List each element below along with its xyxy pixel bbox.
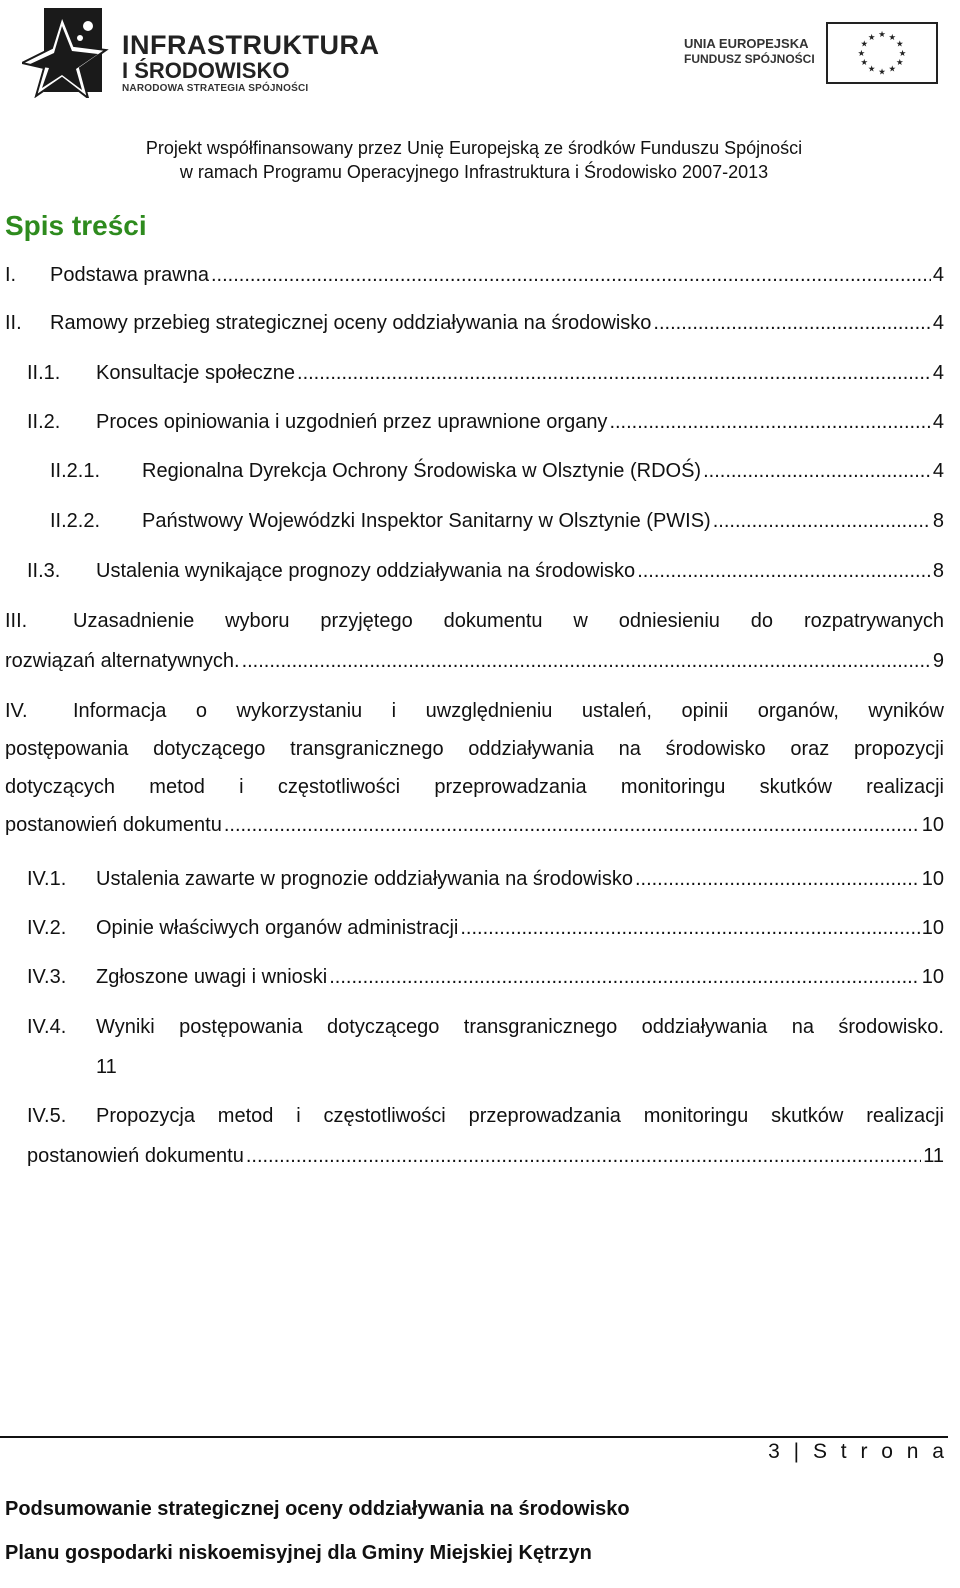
footer-line-2: Planu gospodarki niskoemisyjnej dla Gminy Miejskiej Kętrzyn <box>5 1542 592 1564</box>
toc-entry-page: 10 <box>921 917 944 939</box>
toc-entry-text-line-2: postanowień dokumentu <box>27 1145 244 1167</box>
toc-leader-dots <box>635 864 920 894</box>
toc-entry-number: IV.3. <box>27 966 67 988</box>
toc-entry-text-line-1: Uzasadnienie wyboru przyjętego dokumentu w odniesieniu do rozpatrywanych <box>73 610 944 632</box>
toc-entry-page: 11 <box>96 1056 117 1078</box>
toc-entry[interactable] <box>0 506 944 536</box>
svg-text:★: ★ <box>867 31 876 42</box>
toc-entry[interactable] <box>0 913 944 943</box>
toc-title: Spis treści <box>5 210 147 241</box>
toc-leader-dots <box>329 962 920 992</box>
logo-line-1: INFRASTRUKTURA <box>122 30 380 60</box>
toc-entry-page: 10 <box>921 814 944 836</box>
toc-entry[interactable] <box>0 606 944 676</box>
svg-text:★: ★ <box>878 66 886 77</box>
toc-entry-page: 4 <box>932 362 944 384</box>
toc-entry-text-line-3: dotyczących metod i częstotliwości przeprowadzania monitoringu skutków realizacji <box>5 776 944 798</box>
toc-leader-dots <box>224 810 920 840</box>
toc-entry-number: IV.4. <box>27 1016 67 1038</box>
toc-entry-text-line-1: Informacja o wykorzystaniu i uwzględnieniu ustaleń, opinii organów, wyników <box>73 700 944 722</box>
toc-entry[interactable] <box>0 308 944 338</box>
toc-leader-dots <box>242 646 931 676</box>
toc-leader-dots <box>653 308 930 338</box>
svg-text:★: ★ <box>857 47 866 58</box>
toc-entry-text-line-2: postępowania dotyczącego transgranicznego oddziaływania na środowisko oraz propozycji <box>5 738 944 760</box>
toc-entry-number: I. <box>5 264 17 286</box>
eu-logo <box>684 22 938 84</box>
toc-entry-text: Konsultacje społeczne <box>96 362 296 384</box>
toc-entry[interactable] <box>0 864 944 894</box>
toc-entry[interactable] <box>0 1101 944 1171</box>
toc-entry-page: 8 <box>932 560 944 582</box>
footer-divider <box>0 1436 948 1438</box>
toc-entry[interactable] <box>0 407 944 437</box>
toc-entry[interactable] <box>0 696 944 846</box>
svg-text:★: ★ <box>896 57 904 68</box>
toc-entry[interactable] <box>0 556 944 586</box>
infrastruktura-logo <box>22 8 380 98</box>
toc-entry-page: 10 <box>921 966 944 988</box>
toc-leader-dots <box>211 260 931 290</box>
toc-entry-text: Opinie właściwych organów administracji <box>96 917 459 939</box>
toc-entry-page: 4 <box>932 411 944 433</box>
toc-entry-text-line-1: Wyniki postępowania dotyczącego transgranicznego oddziaływania na środowisko. <box>96 1016 944 1038</box>
toc-entry[interactable] <box>0 358 944 388</box>
toc-entry-text: Zgłoszone uwagi i wnioski <box>96 966 328 988</box>
logo-line-3: NARODOWA STRATEGIA SPÓJNOŚCI <box>122 83 309 94</box>
page-number: 3 | S t r o n a <box>768 1440 948 1463</box>
toc-entry-text-line-2: rozwiązań alternatywnych. <box>5 650 240 672</box>
toc-entry[interactable] <box>0 456 944 486</box>
toc-entry[interactable] <box>0 1012 944 1082</box>
toc-entry-page: 10 <box>921 868 944 890</box>
toc-entry-number: II.2.2. <box>50 510 101 532</box>
toc-leader-dots <box>713 506 931 536</box>
svg-text:★: ★ <box>867 63 876 74</box>
toc-entry-number: II.3. <box>27 560 61 582</box>
funding-line-2: w ramach Programu Operacyjnego Infrastruktura i Środowisko 2007-2013 <box>179 162 769 182</box>
eu-flag-icon <box>826 22 938 84</box>
svg-text:★: ★ <box>878 29 886 40</box>
eu-logo-line-1: UNIA EUROPEJSKA <box>684 36 809 51</box>
toc-entry-number: II.2. <box>27 411 61 433</box>
toc-entry-text: Ustalenia wynikające prognozy oddziaływania na środowisko <box>96 560 636 582</box>
toc-entry-text: Ustalenia zawarte w prognozie oddziaływania na środowisko <box>96 868 633 890</box>
svg-text:★: ★ <box>896 38 904 49</box>
toc-entry-text: Podstawa prawna <box>50 264 209 286</box>
toc-entry-number: IV.5. <box>27 1105 67 1127</box>
toc-leader-dots <box>609 407 930 437</box>
toc-leader-dots <box>637 556 931 586</box>
svg-text:★: ★ <box>888 31 897 42</box>
toc-entry-number: IV.2. <box>27 917 67 939</box>
star-logo-icon <box>22 8 110 98</box>
eu-logo-line-2: FUNDUSZ SPÓJNOŚCI <box>684 52 815 66</box>
toc-entry-text-line-1: Propozycja metod i częstotliwości przeprowadzania monitoringu skutków realizacji <box>96 1105 944 1127</box>
toc-entry-number: II. <box>5 312 22 334</box>
toc-entry-number: IV. <box>5 700 28 722</box>
toc-entry-page: 9 <box>932 650 944 672</box>
toc-entry-number: II.2.1. <box>50 460 101 482</box>
toc-leader-dots <box>297 358 931 388</box>
svg-text:★: ★ <box>860 57 868 68</box>
toc-entry-page: 8 <box>932 510 944 532</box>
toc-entry-text: Państwowy Wojewódzki Inspektor Sanitarny w Olsztynie (PWIS) <box>142 510 711 532</box>
toc-entry[interactable] <box>0 260 944 290</box>
toc-entry-page: 4 <box>932 312 944 334</box>
toc-entry-text-line-4: postanowień dokumentu <box>5 814 222 836</box>
svg-text:★: ★ <box>860 38 868 49</box>
logo-line-2: I ŚRODOWISKO <box>122 58 290 83</box>
toc-entry-text: Ramowy przebieg strategicznej oceny oddziaływania na środowisko <box>50 312 652 334</box>
svg-text:★: ★ <box>888 63 897 74</box>
toc-entry-page: 11 <box>923 1145 944 1167</box>
toc-entry-page: 4 <box>932 264 944 286</box>
toc-entry[interactable] <box>0 962 944 992</box>
toc-leader-dots <box>703 456 931 486</box>
toc-entry-number: III. <box>5 610 28 632</box>
funding-line-1: Projekt współfinansowany przez Unię Europejską ze środków Funduszu Spójności <box>145 138 803 158</box>
toc-entry-text: Proces opiniowania i uzgodnień przez uprawnione organy <box>96 411 608 433</box>
toc-entry-number: II.1. <box>27 362 61 384</box>
svg-text:★: ★ <box>898 47 907 58</box>
footer-line-1: Podsumowanie strategicznej oceny oddziaływania na środowisko <box>5 1498 630 1520</box>
toc-entry-page: 4 <box>932 460 944 482</box>
toc-leader-dots <box>246 1141 921 1171</box>
toc-leader-dots <box>460 913 919 943</box>
toc-entry-number: IV.1. <box>27 868 67 890</box>
toc-entry-text: Regionalna Dyrekcja Ochrony Środowiska w Olsztynie (RDOŚ) <box>142 460 702 482</box>
